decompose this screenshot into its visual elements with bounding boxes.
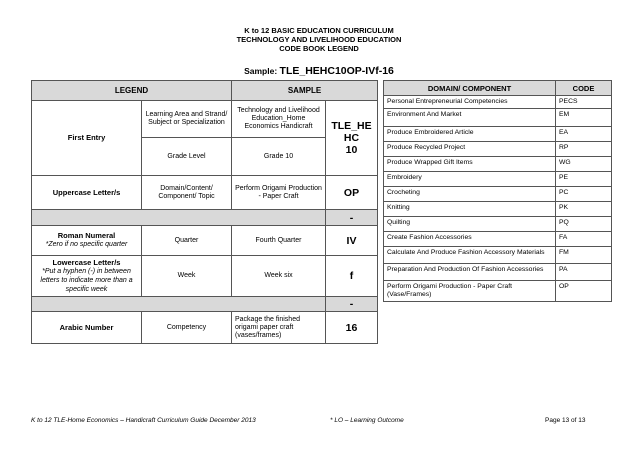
domain-code-cell: EM [556, 109, 612, 127]
domain-table-body [384, 96, 612, 302]
first-entry-label: First Entry [32, 101, 142, 176]
grade-level-label: Grade Level [142, 138, 232, 176]
table-row [384, 247, 612, 264]
learning-area-sample: Technology and Livelihood Education_Home Economics Handicraft [232, 101, 326, 138]
uppercase-label: Uppercase Letter/s [32, 176, 142, 210]
competency-sample: Package the finished origami paper craft (vases/frames) [232, 312, 326, 344]
table-row [384, 217, 612, 232]
grade-sample: Grade 10 [232, 138, 326, 176]
week-sample: Week six [232, 256, 326, 297]
week-label: Week [142, 256, 232, 297]
table-row [384, 96, 612, 109]
domain-name-cell: Preparation And Production Of Fashion Accessories [384, 264, 556, 281]
domain-name-cell: Produce Embroidered Article [384, 127, 556, 142]
lowercase-label: Lowercase Letter/s *Put a hyphen (-) in between letters to indicate more than a specific week [32, 256, 142, 297]
sample-code-line [0, 65, 638, 77]
sample-code: TLE_HEHC10OP-IVf-16 [279, 65, 394, 77]
sample-label: Sample: [244, 66, 278, 76]
sample-header: SAMPLE [232, 81, 378, 101]
domain-code-cell: PE [556, 172, 612, 187]
competency-label: Competency [142, 312, 232, 344]
domain-name-cell: Personal Entrepreneurial Competencies [384, 96, 556, 109]
roman-numeral-label: Roman Numeral *Zero if no specific quarter [32, 226, 142, 256]
domain-code-cell: FM [556, 247, 612, 264]
domain-code-cell: RP [556, 142, 612, 157]
quarter-sample: Fourth Quarter [232, 226, 326, 256]
table-row [384, 142, 612, 157]
separator-row-2 [32, 297, 326, 312]
quarter-label: Quarter [142, 226, 232, 256]
domain-name-cell: Knitting [384, 202, 556, 217]
domain-code-cell: PQ [556, 217, 612, 232]
domain-component-label: Domain/Content/ Component/ Topic [142, 176, 232, 210]
quarter-code: IV [326, 226, 378, 256]
week-code: f [326, 256, 378, 297]
header-line-3: CODE BOOK LEGEND [279, 44, 359, 53]
table-row [384, 187, 612, 202]
domain-code-cell: EA [556, 127, 612, 142]
domain-name-cell: Perform Origami Production - Paper Craft (Vase/Frames) [384, 281, 556, 302]
domain-name-cell: Embroidery [384, 172, 556, 187]
footer-lo-note: * LO – Learning Outcome [330, 417, 404, 424]
domain-code-cell: WG [556, 157, 612, 172]
table-row [384, 264, 612, 281]
footer-page-number: Page 13 of 13 [545, 417, 586, 424]
domain-component-table [383, 80, 612, 302]
legend-header: LEGEND [32, 81, 232, 101]
learning-area-label: Learning Area and Strand/ Subject or Specialization [142, 101, 232, 138]
table-row [384, 127, 612, 142]
footer-guide-title: K to 12 TLE-Home Economics – Handicraft Curriculum Guide December 2013 [31, 417, 256, 424]
hyphen-1: - [326, 210, 378, 226]
hyphen-2: - [326, 297, 378, 312]
domain-name-cell: Quilting [384, 217, 556, 232]
domain-code-cell: PECS [556, 96, 612, 109]
domain-header: DOMAIN/ COMPONENT [384, 81, 556, 96]
first-entry-code: TLE_HE HC 10 [326, 101, 378, 176]
domain-name-cell: Create Fashion Accessories [384, 232, 556, 247]
domain-code-cell: PK [556, 202, 612, 217]
domain-name-cell: Produce Wrapped Gift Items [384, 157, 556, 172]
arabic-number-label: Arabic Number [32, 312, 142, 344]
competency-code: 16 [326, 312, 378, 344]
table-row [384, 172, 612, 187]
domain-code-cell: OP [556, 281, 612, 302]
document-header [0, 26, 638, 53]
domain-name-cell: Calculate And Produce Fashion Accessory Materials [384, 247, 556, 264]
header-line-1: K to 12 BASIC EDUCATION CURRICULUM [244, 26, 394, 35]
table-row [384, 202, 612, 217]
table-row [384, 232, 612, 247]
domain-name-cell: Environment And Market [384, 109, 556, 127]
table-row [384, 109, 612, 127]
table-row [384, 157, 612, 172]
legend-table [31, 80, 378, 344]
domain-name-cell: Produce Recycled Project [384, 142, 556, 157]
domain-code-cell: PA [556, 264, 612, 281]
domain-code: OP [326, 176, 378, 210]
table-row [384, 281, 612, 302]
header-line-2: TECHNOLOGY AND LIVELIHOOD EDUCATION [236, 35, 402, 44]
domain-name-cell: Crocheting [384, 187, 556, 202]
domain-sample: Perform Origami Production - Paper Craft [232, 176, 326, 210]
separator-row-1 [32, 210, 326, 226]
domain-code-cell: FA [556, 232, 612, 247]
domain-code-cell: PC [556, 187, 612, 202]
code-header: CODE [556, 81, 612, 96]
